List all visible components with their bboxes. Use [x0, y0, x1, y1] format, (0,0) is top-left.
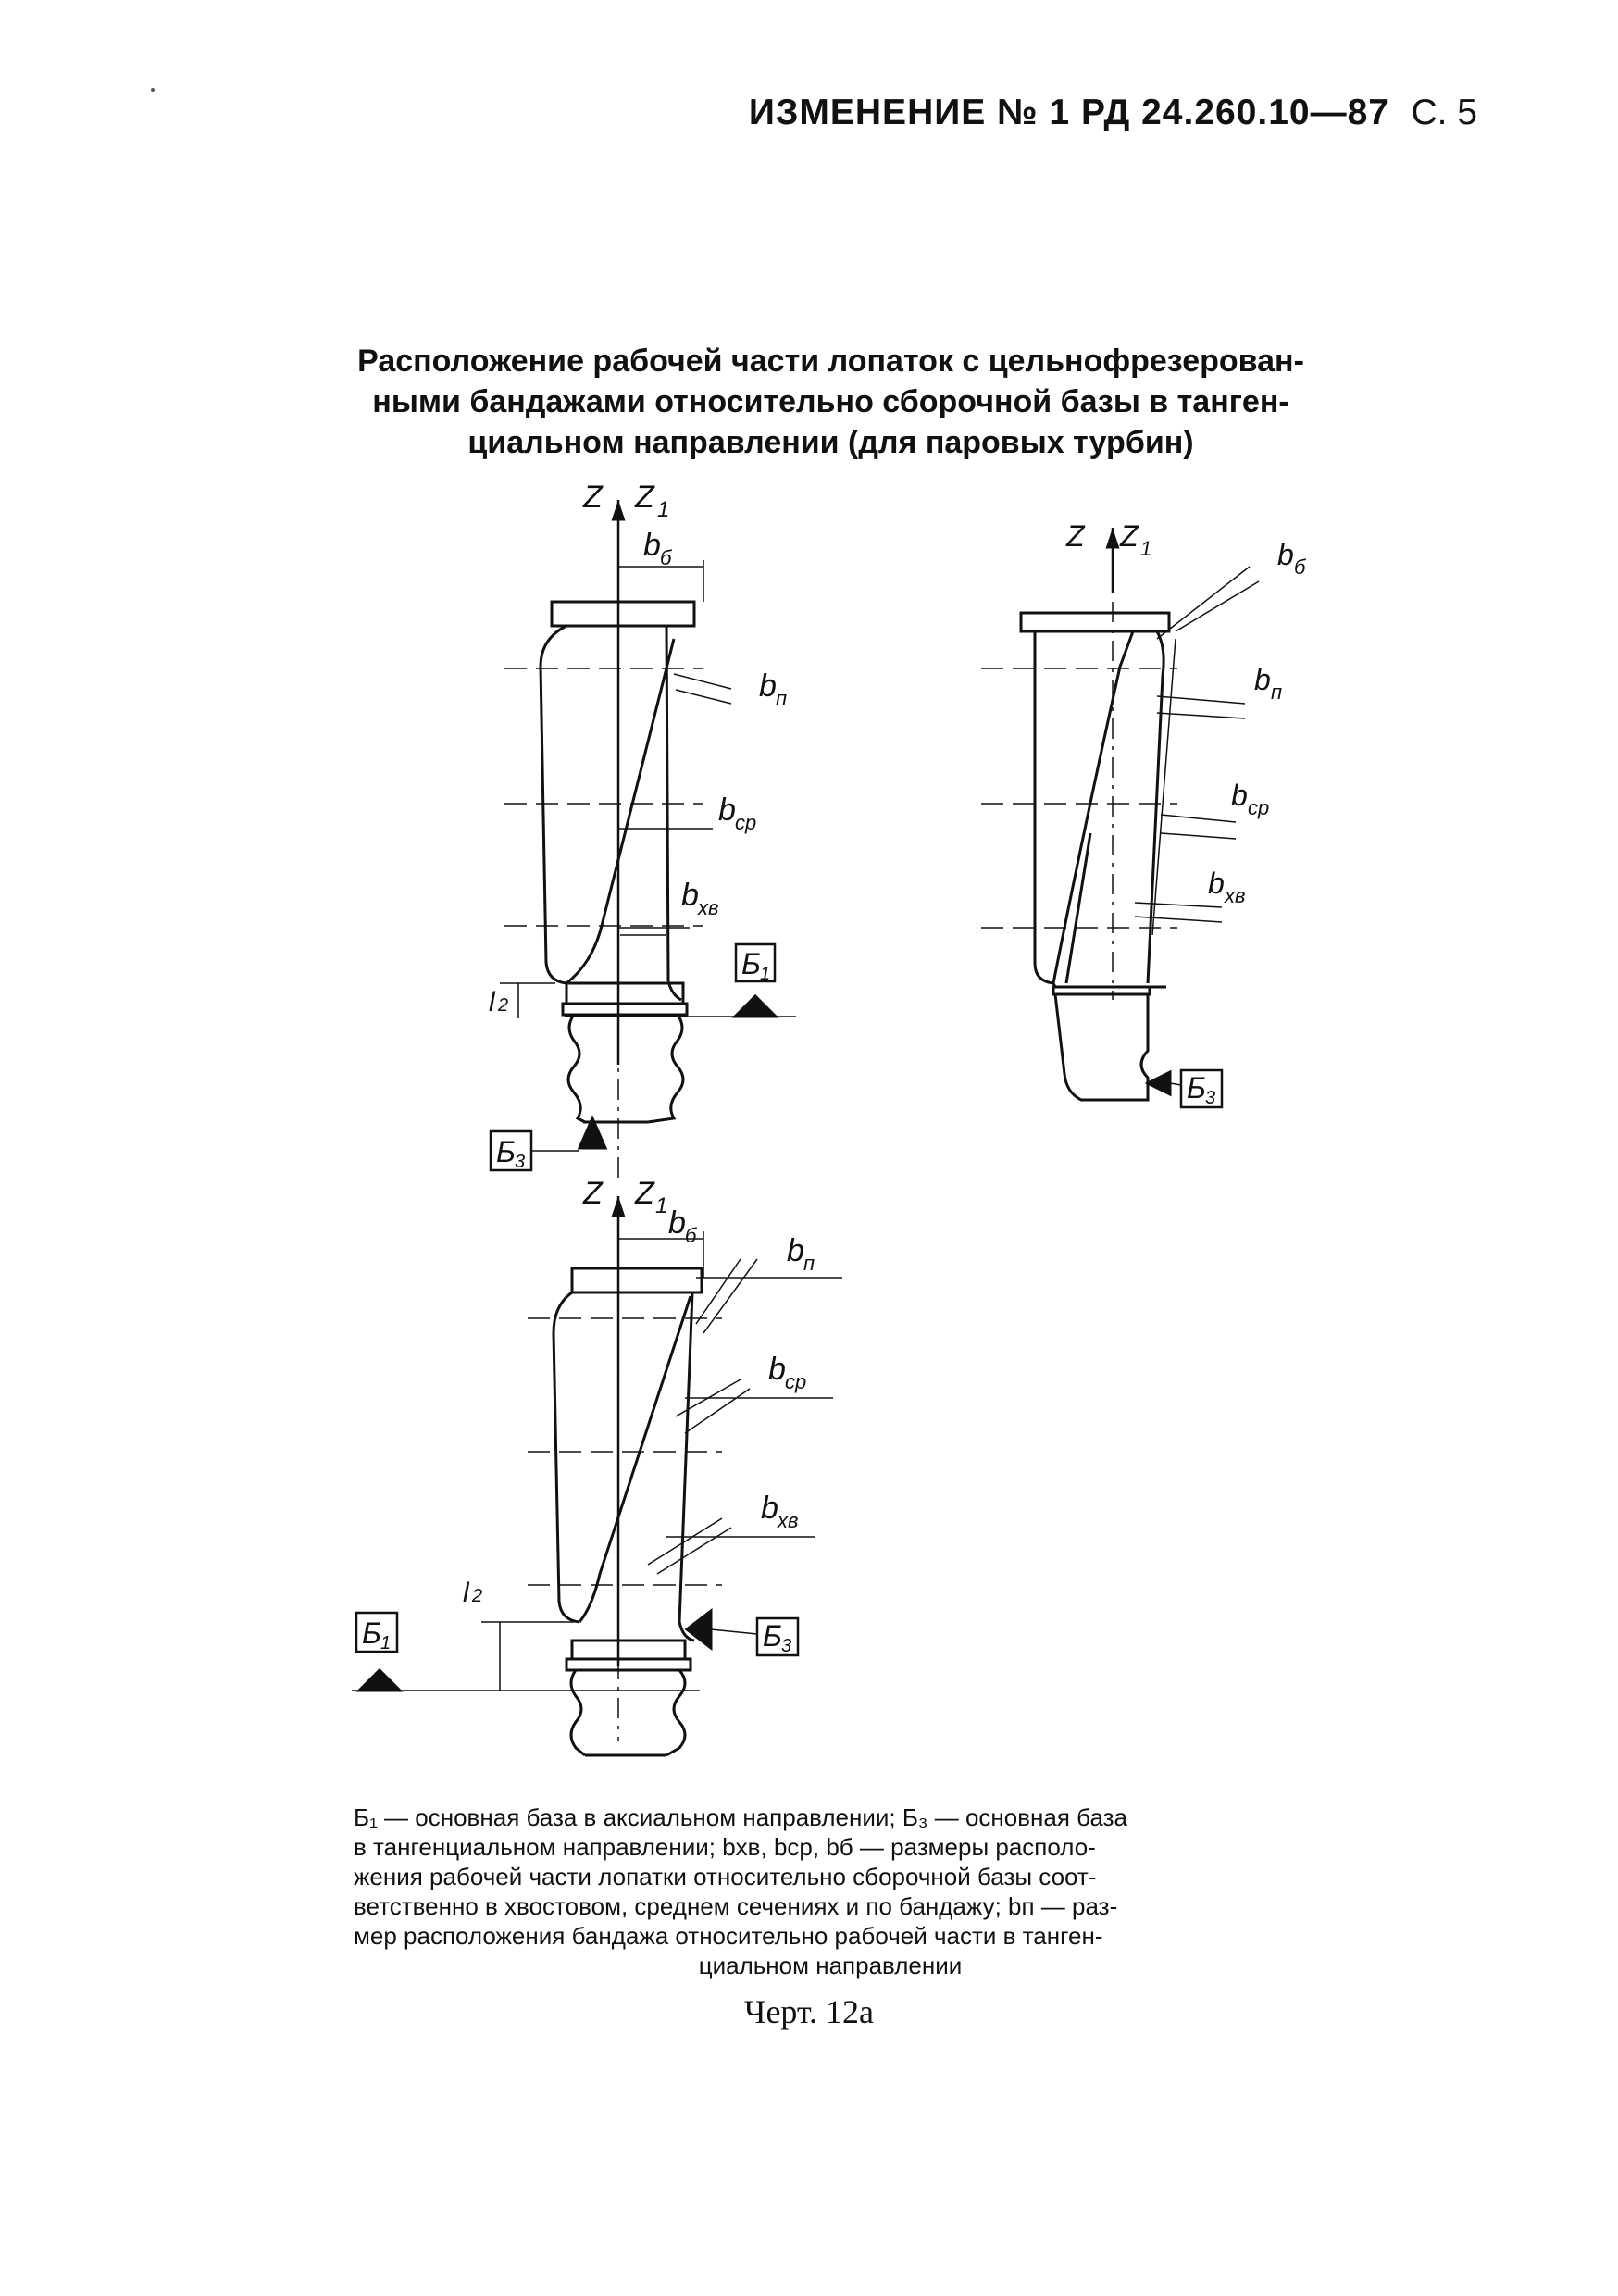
label-b-sub: б [1294, 555, 1306, 579]
label-b-sub: б [685, 1224, 697, 1247]
label-z: Z [583, 1176, 603, 1211]
label-b: b [718, 792, 736, 828]
label-base: Б [496, 1135, 516, 1168]
label-z1-sub: 1 [1140, 537, 1152, 560]
label-base-sub: 3 [515, 1152, 526, 1172]
label-z1-sub: 1 [657, 497, 670, 522]
label-l2: l [463, 1578, 469, 1608]
label-z1: Z [635, 1176, 654, 1211]
label-b-sub: хв [698, 896, 719, 919]
label-base: Б [362, 1616, 381, 1650]
title-line-1: Расположение рабочей части лопаток с цельнофрезерован- [357, 343, 1304, 379]
label-b-sub: п [803, 1252, 815, 1275]
label-b: b [787, 1233, 804, 1268]
label-b-sub: хв [1225, 884, 1246, 907]
label-b: b [768, 1352, 786, 1387]
label-base-sub: 1 [380, 1633, 392, 1653]
label-z1: Z [1120, 519, 1139, 553]
label-base-sub: 3 [1205, 1088, 1216, 1108]
blade-view-2 [981, 528, 1259, 1107]
label-base: Б [1187, 1071, 1206, 1104]
label-b: b [1277, 538, 1294, 571]
label-b-sub: ср [1248, 796, 1270, 819]
legend-line-5: мер расположения бандажа относительно рабочей части в танген- [354, 1922, 1103, 1950]
label-base: Б [763, 1619, 782, 1653]
label-b-sub: хв [778, 1509, 799, 1532]
blade-view-1 [491, 500, 796, 1185]
label-l2-sub: 2 [498, 995, 509, 1016]
blade-view-3 [352, 1196, 842, 1755]
label-b-sub: ср [785, 1370, 807, 1393]
title-line-2: ными бандажами относительно сборочной базы в танген- [372, 384, 1289, 419]
label-b: b [761, 1491, 778, 1526]
figure-legend [354, 1803, 1307, 1980]
legend-line-4: ветственно в хвостовом, среднем сечениях и по бандажу; bп — раз- [354, 1892, 1118, 1920]
label-l2: l [489, 987, 495, 1017]
drawing-labels [362, 480, 1307, 1656]
label-l2-sub: 2 [472, 1586, 483, 1606]
legend-line-6: циальном направлении [698, 1952, 963, 1979]
label-b: b [759, 668, 777, 704]
label-b: b [681, 878, 699, 913]
label-base: Б [741, 947, 761, 980]
label-base-sub: 3 [781, 1636, 792, 1656]
label-z1: Z [635, 480, 654, 515]
document-code: ИЗМЕНЕНИЕ № 1 РД 24.260.10—87 [748, 93, 1389, 132]
page-number: С. 5 [1411, 93, 1477, 132]
label-z: Z [1066, 519, 1085, 553]
label-b: b [1231, 779, 1248, 812]
legend-line-2: в тангенциальном направлении; bхв, bср, bб — размеры располо- [354, 1833, 1096, 1861]
label-b: b [1208, 867, 1225, 900]
label-b: b [1254, 663, 1271, 696]
label-b-sub: п [776, 687, 788, 710]
legend-line-3: жения рабочей части лопатки относительно сборочной базы соот- [354, 1863, 1097, 1890]
label-b-sub: б [660, 546, 672, 569]
label-b: b [668, 1205, 686, 1241]
label-z1-sub: 1 [655, 1193, 668, 1218]
figure-caption: Черт. 12а [744, 1993, 874, 2030]
label-b: b [643, 528, 661, 563]
title-line-3: циальном направлении (для паровых турбин) [467, 425, 1194, 460]
label-b-sub: ср [735, 811, 757, 834]
label-z: Z [583, 480, 603, 515]
label-base-sub: 1 [760, 964, 771, 984]
label-b-sub: п [1271, 680, 1283, 704]
legend-line-1: Б₁ — основная база в аксиальном направлении; Б₃ — основная база [354, 1803, 1128, 1831]
